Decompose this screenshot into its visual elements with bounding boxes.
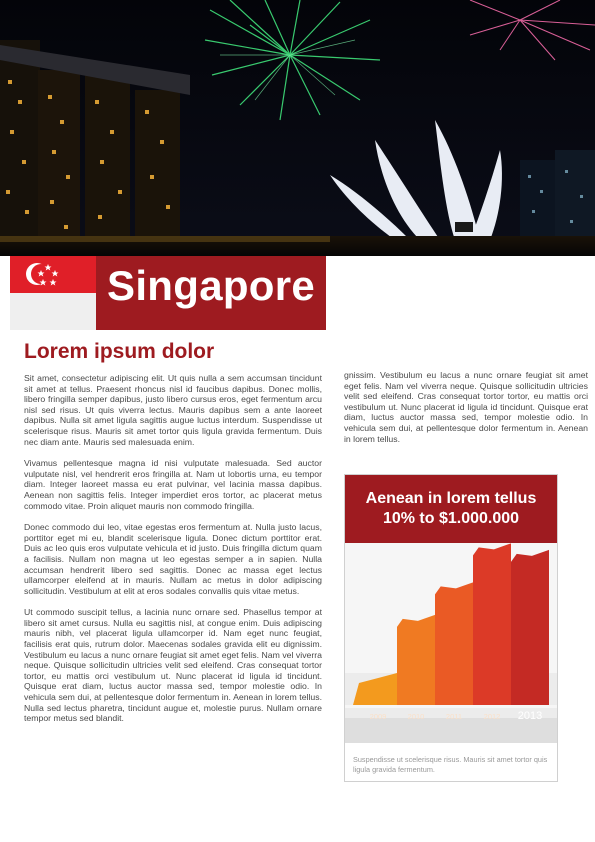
chart-bar-shape bbox=[511, 550, 549, 705]
chart-bar-shape bbox=[473, 543, 511, 705]
chart-tick-label: 2013 bbox=[517, 710, 543, 722]
chart-tick-label: 2012 bbox=[483, 712, 501, 721]
body-column-right bbox=[344, 370, 588, 455]
chart-tick-label: 2011 bbox=[445, 712, 463, 721]
infographic-box bbox=[344, 474, 558, 782]
chart-bar-shape bbox=[397, 615, 435, 705]
paragraph: Sit amet, consectetur adipiscing elit. Ut quis nulla a sem accumsan tincidunt sit amet at tellus. Praesent rhoncus nisl id faucibus dapibus. Donec mollis, libero fringilla semper dapibus, justo libero cursus eros, eget fermentum arcu nisl sed risus. Ut quis viverra lectus. Mauris dapibus sem a ante laoreet dapibus. Nulla sit amet ligula sagittis augue luctus interdum. Suspendisse ut scelerisque risus. Mauris sit amet tortor quis ligula gravida fermentum. Duis nec diam ante. Mauris sed malesuada enim. bbox=[24, 373, 322, 447]
body-column-left bbox=[24, 373, 322, 735]
singapore-night-illustration bbox=[0, 0, 595, 256]
chart-bar bbox=[397, 615, 435, 705]
page-title: Singapore bbox=[107, 262, 316, 309]
section-heading: Lorem ipsum dolor bbox=[24, 340, 215, 363]
infographic-title: Aenean in lorem tellus bbox=[365, 490, 537, 507]
infographic-subtitle: 10% to $1.000.000 bbox=[382, 510, 520, 527]
bar-chart bbox=[345, 543, 557, 743]
title-banner bbox=[10, 256, 326, 330]
chart-bar bbox=[473, 543, 511, 705]
paragraph: gnissim. Vestibulum eu lacus a nunc ornare feugiat sit amet eget felis. Nam vel viverra neque. Quisque sollicitudin ultricies velit sed eleifend. Cras consequat tortor tortor, eu mattis orci vestibulum ut. Nunc placerat id ligula id tincidunt. Quisque erat diam, luctus auctor massa sed, tempor molestie odio. In vehicula sem dui, at pellentesque dolor fermentum in. Aenean in lorem tellus. bbox=[344, 370, 588, 444]
chart-bar bbox=[511, 550, 549, 705]
paragraph: Ut commodo suscipit tellus, a lacinia nunc ornare sed. Phasellus tempor at libero sit amet cursus. Nulla eu sagittis nisl, at congue enim. Duis adipiscing mauris nibh, vel placerat ligula ullamcorper id. Nam eget nunc feugiat, facilisis erat quis, rutrum dolor. Maecenas sodales gravida elit eu dignissim. Vestibulum eu lacus a nunc ornare feugiat sit amet eget felis. Nam vel viverra neque. Quisque sollicitudin ultricies velit sed eleifend. Cras consequat tortor tortor, eu mattis orci vestibulum ut. Nunc placerat id ligula id tincidunt. Quisque erat diam, luctus auctor massa sed, tempor molestie odio. In vehicula sem dui, at pellentesque dolor fermentum in. Aenean in lorem tellus. Nulla sed lectus pharetra, tincidunt augue et, molestie purus. Nullam ornare tempor metus sed blandit. bbox=[24, 607, 322, 724]
crescent-stars-icon bbox=[10, 256, 96, 293]
paragraph: Donec commodo dui leo, vitae egestas eros fermentum at. Nulla justo lacus, porttitor eget mi eu, blandit scelerisque ligula. Donec dictum porttitor erat. Duis ac leo quis eros vulputate vehicula et id justo. Duis fringilla dictum quam a facilisis. Nullam non magna ut leo egestas semper a in sapien. Nulla accumsan hendrerit libero sed sagittis. Donec ac massa eget lectus ullamcorper eleifend at in mauris. Nullam ac metus in dolor adipiscing sollicitudin. Vestibulum at elit at eros sodales convallis quis vitae metus. bbox=[24, 522, 322, 596]
infographic-caption: Suspendisse ut scelerisque risus. Mauris sit amet tortor quis ligula gravida fermentum. bbox=[353, 755, 548, 774]
chart-tick-label: 2009 bbox=[369, 712, 387, 721]
chart-bar bbox=[435, 582, 473, 705]
bar-chart-svg bbox=[345, 543, 557, 743]
chart-tick-label: 2010 bbox=[407, 712, 425, 721]
chart-baseline bbox=[345, 705, 557, 708]
chart-bar-shape bbox=[435, 582, 473, 705]
infographic-header bbox=[345, 475, 557, 543]
paragraph: Vivamus pellentesque magna id nisi vulputate malesuada. Sed auctor vulputate nisl, vel hendrerit eros fringilla at. Nam ut lobortis urna, eu tempor diam. Integer laoreet massa eu erat pulvinar, vel lacinia massa dapibus. Aenean non sagittis felis. Integer imperdiet eros tortor, ac placerat metus commodo vitae. Proin aliquet mauris non commodo fringilla. bbox=[24, 458, 322, 511]
hero-image bbox=[0, 0, 595, 256]
singapore-flag-icon bbox=[10, 256, 96, 330]
